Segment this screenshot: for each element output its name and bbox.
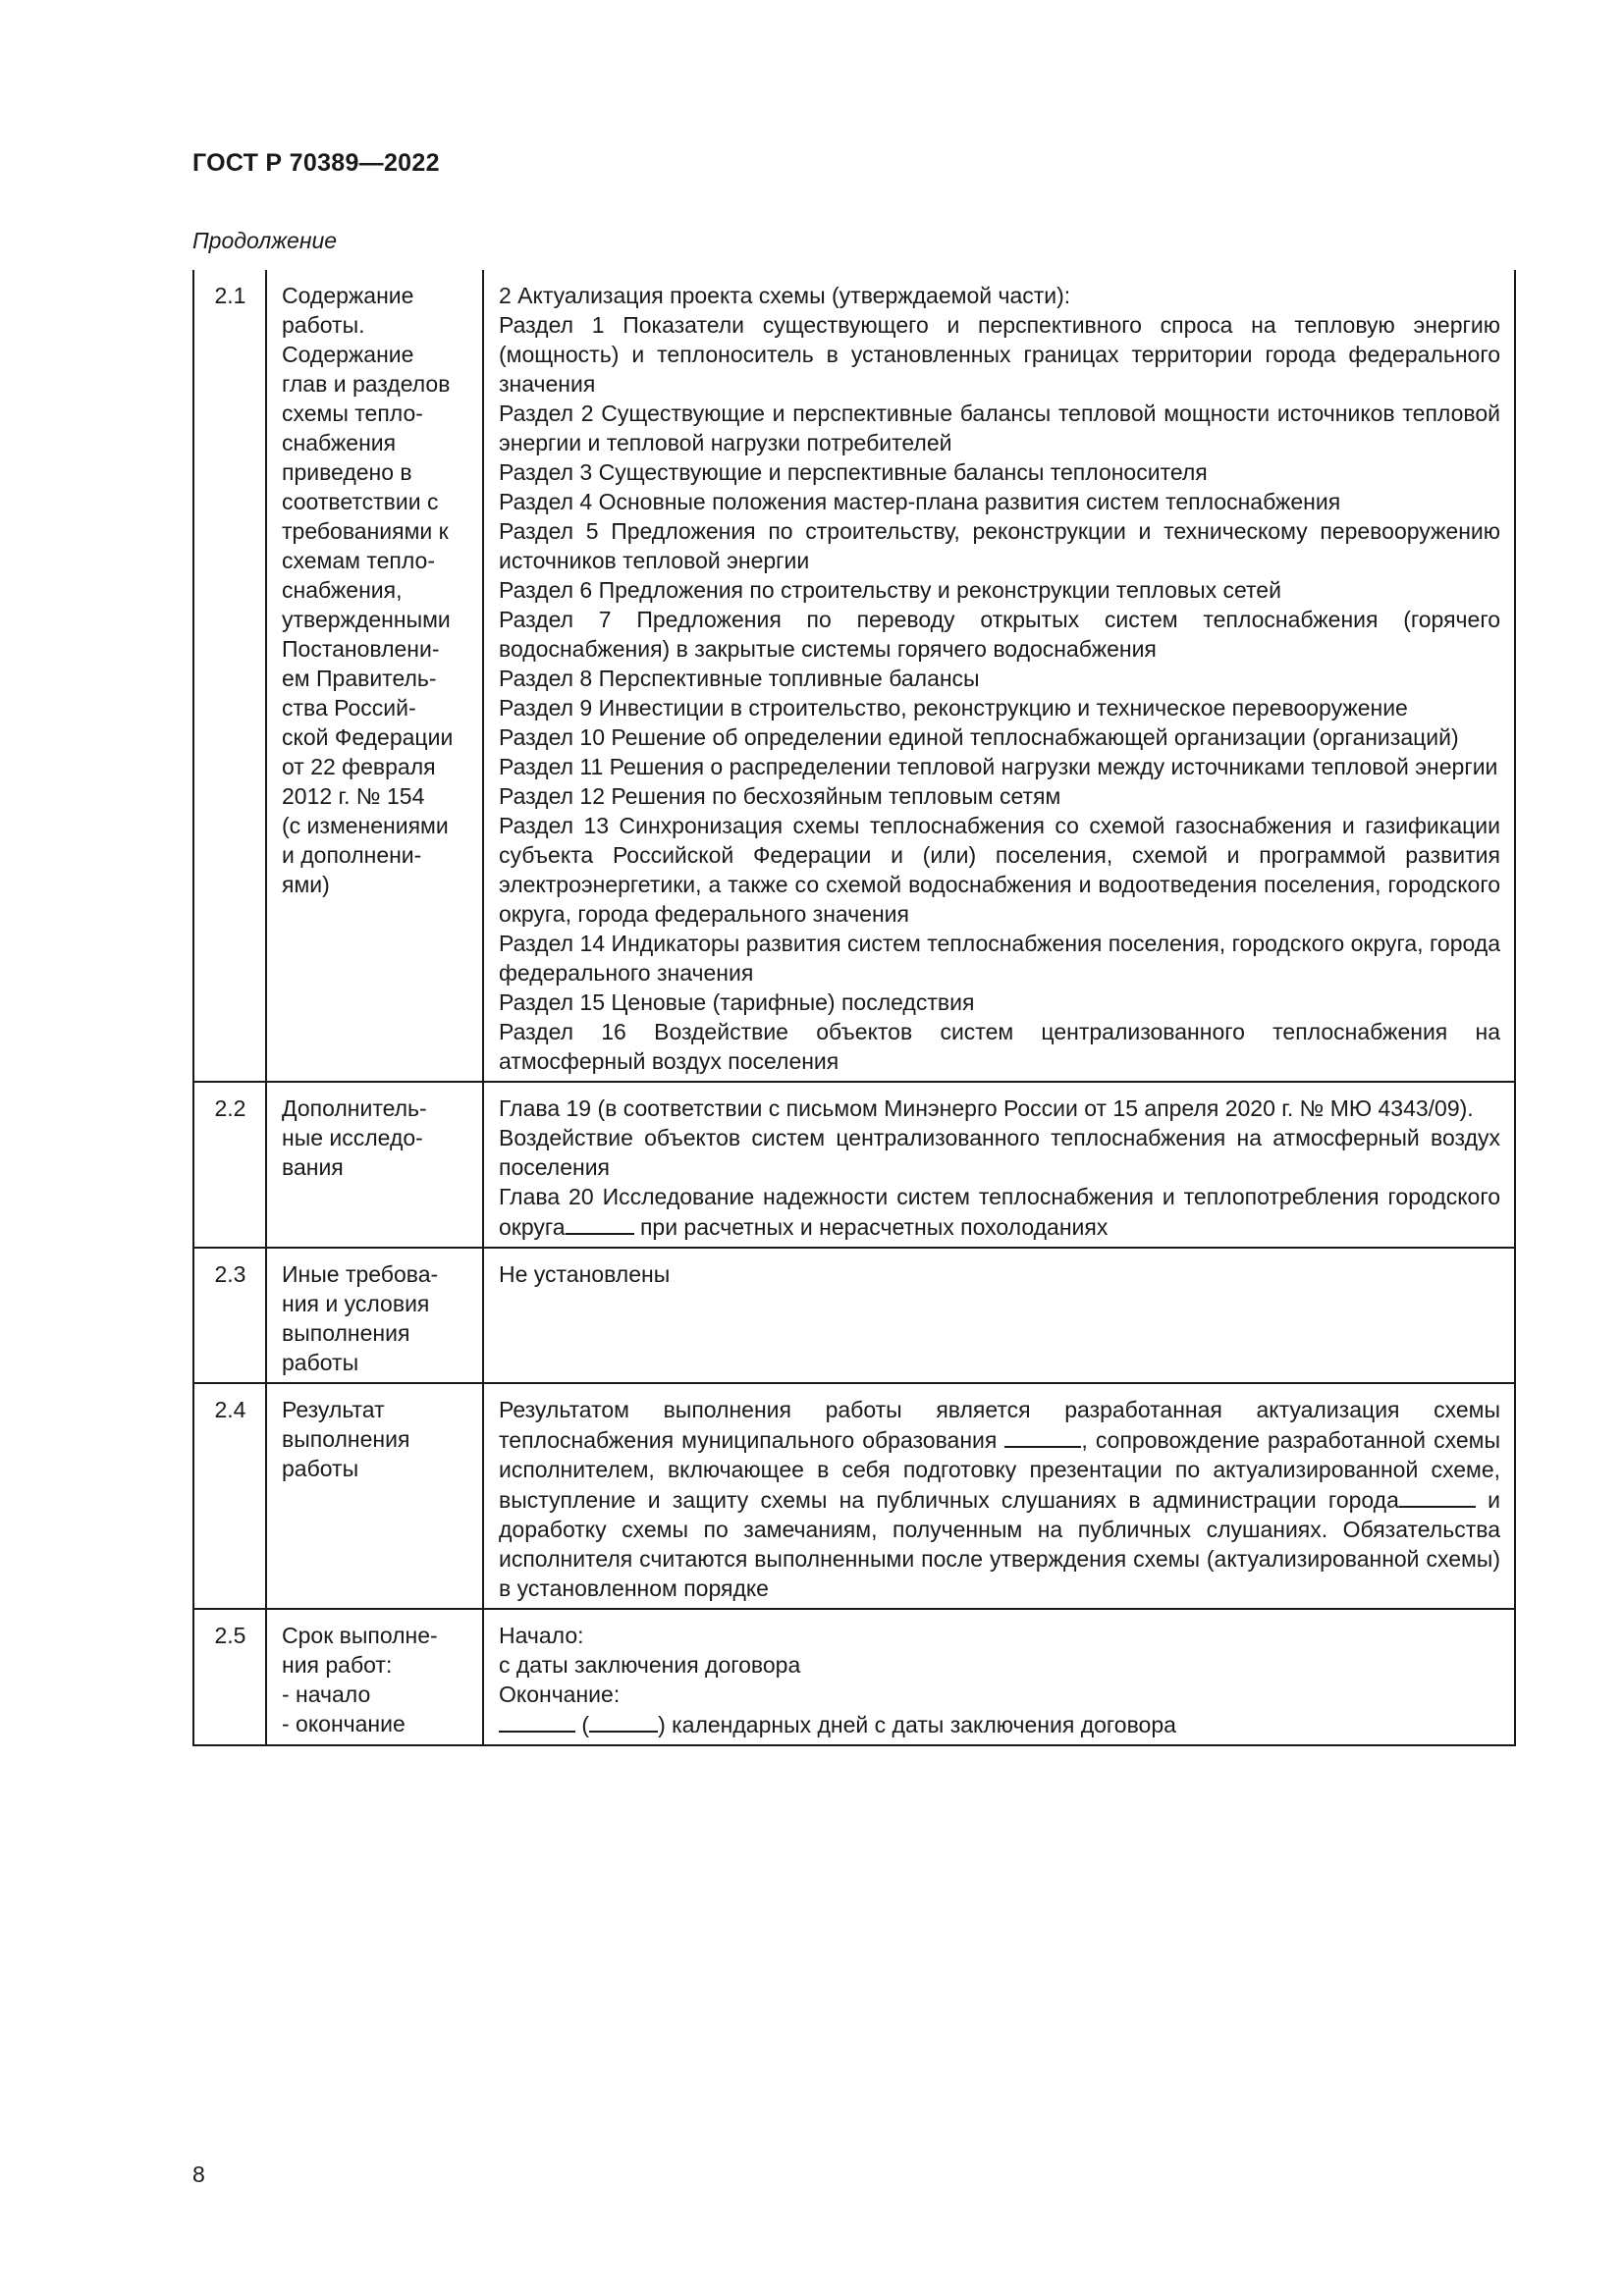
row-number: 2.3 xyxy=(193,1248,266,1383)
row-title: Дополнитель- ные исследо- вания xyxy=(266,1082,483,1248)
fill-in-blank xyxy=(1399,1484,1476,1508)
row-content: Начало: с даты заключения договора Окончание: ( ) календарных дней с даты заключения договора xyxy=(483,1609,1515,1745)
paragraph: Раздел 12 Решения по бесхозяйным тепловым сетям xyxy=(499,783,1061,809)
row-content: Не установлены xyxy=(483,1248,1515,1383)
table-row xyxy=(193,1609,1515,1745)
paragraph: Раздел 14 Индикаторы развития систем теплоснабжения поселения, городского округа, города федерального значения xyxy=(499,931,1500,986)
table-row xyxy=(193,1383,1515,1609)
row-number: 2.5 xyxy=(193,1609,266,1745)
paragraph: Раздел 8 Перспективные топливные балансы xyxy=(499,666,980,691)
document-title: ГОСТ Р 70389—2022 xyxy=(192,149,440,177)
fill-in-blank xyxy=(499,1709,575,1733)
table-row xyxy=(193,1248,1515,1383)
paragraph: Воздействие объектов систем централизованного теплоснабжения на атмосферный воздух поселения xyxy=(499,1125,1500,1180)
row-title: Результат выполнения работы xyxy=(266,1383,483,1609)
paragraph: Раздел 9 Инвестиции в строительство, реконструкцию и техническое перевооружение xyxy=(499,695,1408,721)
paragraph: Раздел 13 Синхронизация схемы теплоснабжения со схемой газоснабжения и газификации субъекта Российской Федерации и (или) поселения, схемой и программой развития электроэнергетики, а также со схемой водоснабжения и водоотведения поселения, городского округа, города федерального значения xyxy=(499,813,1500,927)
paragraph: 2 Актуализация проекта схемы (утверждаемой части): xyxy=(499,283,1071,308)
row-title: Иные требова- ния и условия выполнения работы xyxy=(266,1248,483,1383)
paragraph: Раздел 11 Решения о распределении тепловой нагрузки между источниками тепловой энергии xyxy=(499,754,1498,779)
row-content xyxy=(483,270,1515,1082)
paragraph: Раздел 5 Предложения по строительству, реконструкции и техническому перевооружению источников тепловой энергии xyxy=(499,518,1500,573)
paragraph: Раздел 16 Воздействие объектов систем централизованного теплоснабжения на атмосферный воздух поселения xyxy=(499,1019,1500,1074)
row-number: 2.4 xyxy=(193,1383,266,1609)
row-content: Результатом выполнения работы является разработанная актуализация схемы теплоснабжения муниципального образования , сопровождение разработанной схемы исполнителем, включающее в себя подготовку презентации по актуализированной схеме, выступление и защиту схемы на публичных слушаниях в администрации города и доработку схемы по замечаниям, полученным на публичных слушаниях. Обязательства исполнителя считаются выполненными после утверждения схемы (актуализированной схемы) в установленном порядке xyxy=(483,1383,1515,1609)
fill-in-blank xyxy=(566,1211,634,1235)
row-title: Содержание работы. Содержание глав и разделов схемы тепло- снабжения приведено в соответствии с требованиями к схемам тепло- снабжения, утвержденными Постановлени- ем Правитель- ства Россий- ской Федерации от 22 февраля 2012 г. № 154 (с изменениями и дополнени- ями) xyxy=(266,270,483,1082)
paragraph: Раздел 7 Предложения по переводу открытых систем теплоснабжения (горячего водоснабжения) в закрытые системы горячего водоснабжения xyxy=(499,607,1500,662)
paragraph: Раздел 3 Существующие и перспективные балансы теплоносителя xyxy=(499,459,1208,485)
row-content xyxy=(483,1082,1515,1248)
page-number: 8 xyxy=(192,2162,205,2187)
row-title: Срок выполне- ния работ: - начало - окончание xyxy=(266,1609,483,1745)
paragraph: Раздел 1 Показатели существующего и перспективного спроса на тепловую энергию (мощность) и теплоноситель в установленных границах территории города федерального значения xyxy=(499,312,1500,397)
paragraph: Раздел 6 Предложения по строительству и реконструкции тепловых сетей xyxy=(499,577,1281,603)
fill-in-blank xyxy=(589,1709,658,1733)
continuation-label: Продолжение xyxy=(192,228,338,253)
table-row xyxy=(193,1082,1515,1248)
paragraph: Раздел 10 Решение об определении единой теплоснабжающей организации (организаций) xyxy=(499,724,1459,750)
requirements-table xyxy=(192,270,1516,1746)
paragraph: Глава 20 Исследование надежности систем теплоснабжения и теплопотребления городского округа при расчетных и нерасчетных похолоданиях xyxy=(499,1184,1500,1240)
paragraph: Раздел 15 Ценовые (тарифные) последствия xyxy=(499,989,975,1015)
row-number: 2.1 xyxy=(193,270,266,1082)
paragraph: Глава 19 (в соответствии с письмом Минэнерго России от 15 апреля 2020 г. № МЮ 4343/09). xyxy=(499,1095,1474,1121)
row-number: 2.2 xyxy=(193,1082,266,1248)
fill-in-blank xyxy=(1004,1424,1081,1448)
paragraph: Раздел 2 Существующие и перспективные балансы тепловой мощности источников тепловой энергии и тепловой нагрузки потребителей xyxy=(499,400,1500,455)
table-row xyxy=(193,270,1515,1082)
paragraph: Раздел 4 Основные положения мастер-плана развития систем теплоснабжения xyxy=(499,489,1341,514)
